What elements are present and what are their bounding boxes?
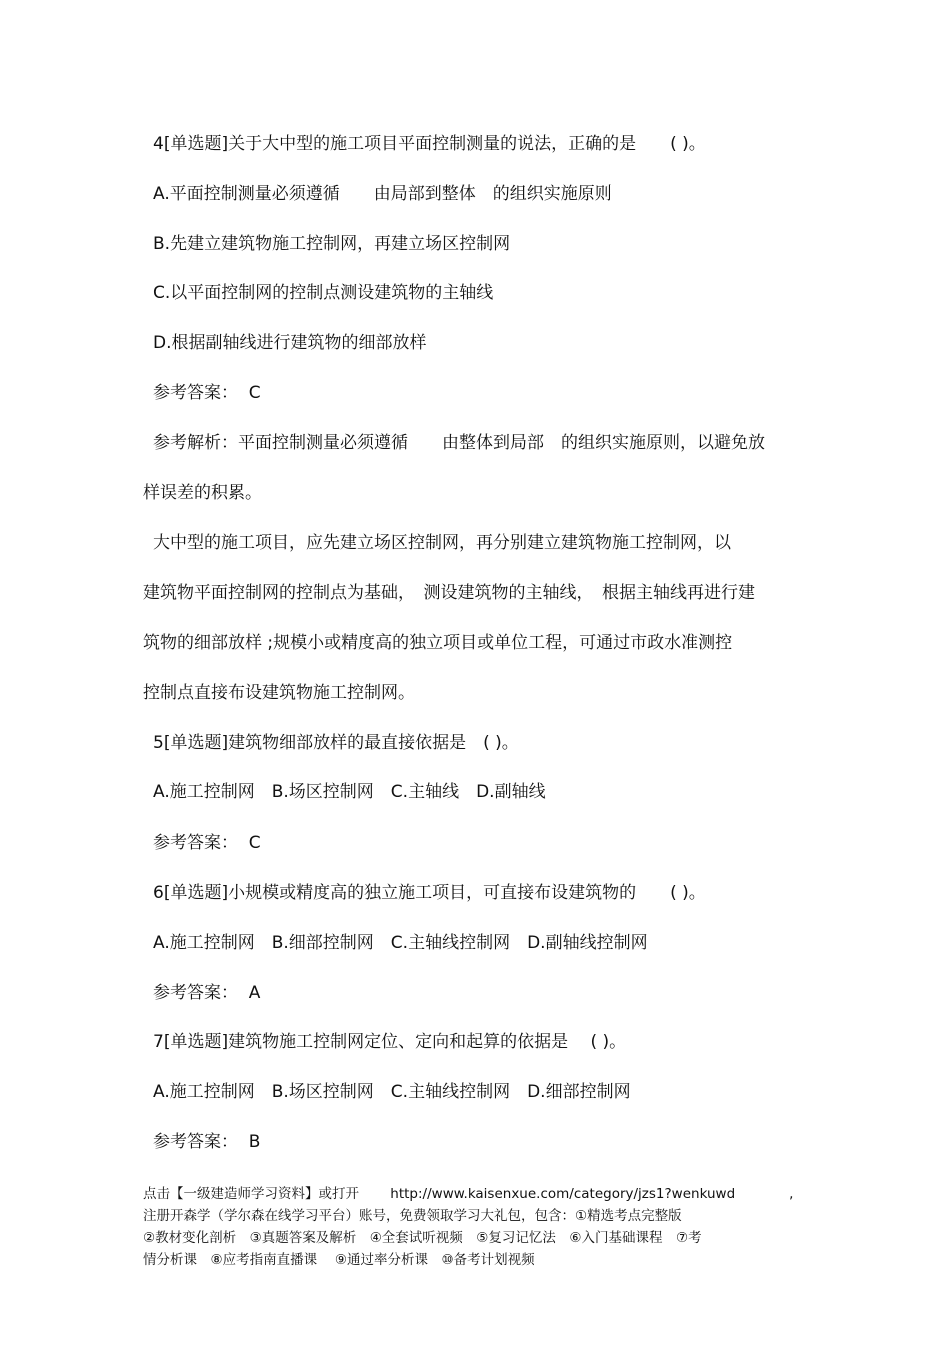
question-4-option-d: D.根据副轴线进行建筑物的细部放样 [153, 333, 427, 353]
question-6-stem: 6[单选题]小规模或精度高的独立施工项目，可直接布设建筑物的 ( )。 [153, 883, 706, 903]
question-4-para-line-3: 筑物的细部放样 ;规模小或精度高的独立项目或单位工程，可通过市政水准测控 [143, 633, 733, 653]
question-4-analysis: 参考解析：平面控制测量必须遵循 由整体到局部 的组织实施原则，以避免放 [153, 433, 765, 453]
question-4-para-line-1: 大中型的施工项目，应先建立场区控制网，再分别建立建筑物施工控制网，以 [153, 533, 731, 553]
question-7-options: A.施工控制网 B.场区控制网 C.主轴线控制网 D.细部控制网 [153, 1082, 631, 1102]
question-4-stem: 4[单选题]关于大中型的施工项目平面控制测量的说法，正确的是 ( )。 [153, 134, 706, 154]
question-5-options: A.施工控制网 B.场区控制网 C.主轴线 D.副轴线 [153, 782, 546, 802]
question-4-option-b: B.先建立建筑物施工控制网，再建立场区控制网 [153, 234, 511, 254]
footer-promo [143, 1183, 813, 1271]
question-4-para-line-4: 控制点直接布设建筑物施工控制网。 [143, 683, 415, 703]
footer-link-line[interactable]: 点击【一级建造师学习资料】或打开 http://www.kaisenxue.com/category/jzs1?wenkuwd , [143, 1186, 794, 1202]
question-4-option-c: C.以平面控制网的控制点测设建筑物的主轴线 [153, 283, 494, 303]
question-5-answer: 参考答案： C [153, 833, 261, 853]
question-4-analysis-cont: 样误差的积累。 [143, 483, 262, 503]
question-4-option-a: A.平面控制测量必须遵循 由局部到整体 的组织实施原则 [153, 184, 612, 204]
question-7-stem: 7[单选题]建筑物施工控制网定位、定向和起算的依据是 ( )。 [153, 1032, 627, 1052]
footer-line-3: ②教材变化剖析 ③真题答案及解析 ④全套试听视频 ⑤复习记忆法 ⑥入门基础课程 ⑦考 [143, 1230, 702, 1246]
question-4-answer: 参考答案： C [153, 383, 261, 403]
question-6-answer: 参考答案： A [153, 983, 261, 1003]
question-6-options: A.施工控制网 B.细部控制网 C.主轴线控制网 D.副轴线控制网 [153, 933, 648, 953]
question-5-stem: 5[单选题]建筑物细部放样的最直接依据是 ( )。 [153, 733, 519, 753]
footer-line-4: 情分析课 ⑧应考指南直播课 ⑨通过率分析课 ⑩备考计划视频 [143, 1252, 535, 1268]
question-7-answer: 参考答案： B [153, 1132, 261, 1152]
footer-line-2: 注册开森学（学尔森在线学习平台）账号，免费领取学习大礼包，包含：①精选考点完整版 [143, 1208, 682, 1224]
question-4-para-line-2: 建筑物平面控制网的控制点为基础， 测设建筑物的主轴线， 根据主轴线再进行建 [143, 583, 755, 603]
